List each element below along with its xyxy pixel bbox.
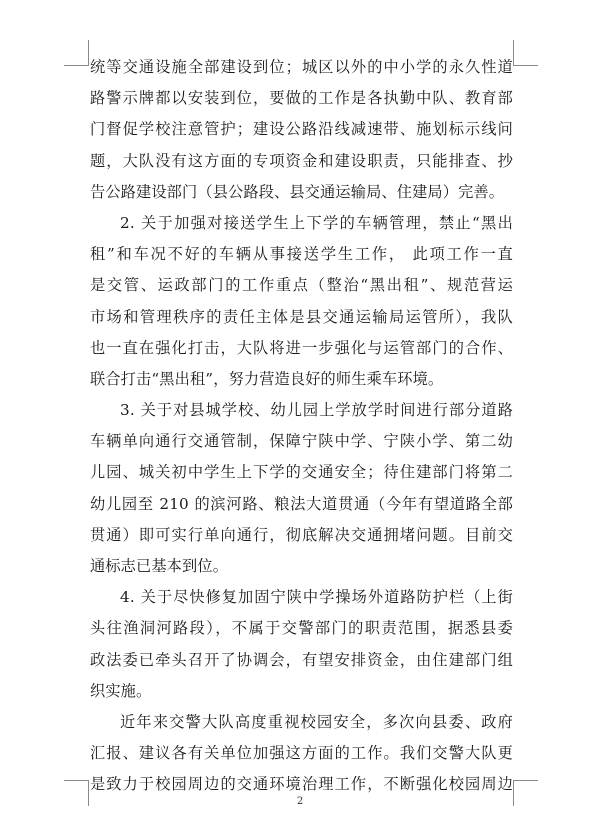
crop-mark-top-left-horizontal [64, 65, 89, 66]
crop-mark-top-left-vertical [88, 40, 89, 66]
text-line: 织实施。 [90, 681, 152, 700]
text-line: 统等交通设施全部建设到位；城区以外的中小学的永久性道 [90, 58, 513, 76]
text-line: 通标志已基本到位。 [90, 557, 229, 575]
text-line: 2. 关于加强对接送学生上下学的车辆管理，禁止“黑出 [120, 213, 513, 232]
text-line: 租”和车况不好的车辆从事接送学生工作， 此项工作一直 [90, 245, 513, 264]
text-line: 贯通）即可实行单向通行，彻底解决交通拥堵问题。目前交 [90, 525, 513, 544]
crop-mark-bottom-right-horizontal [513, 780, 538, 781]
text-line: 车辆单向通行交通管制，保障宁陕中学、宁陕小学、第二幼 [90, 432, 513, 451]
crop-mark-top-right-vertical [513, 40, 514, 66]
text-line: 路警示牌都以安装到位，要做的工作是各执勤中队、教育部 [90, 89, 513, 108]
text-line: 近年来交警大队高度重视校园安全，多次向县委、政府 [120, 712, 513, 731]
text-line: 是致力于校园周边的交通环境治理工作，不断强化校园周边 [90, 775, 513, 794]
text-line: 政法委已牵头召开了协调会，有望安排资金，由住建部门组 [90, 650, 513, 669]
text-line: 题，大队没有这方面的专项资金和建设职责，只能排查、抄 [90, 151, 513, 170]
text-line: 门督促学校注意管护；建设公路沿线减速带、施划标示线问 [90, 120, 513, 139]
text-line: 联合打击“黑出租”，努力营造良好的师生乘车环境。 [90, 369, 444, 388]
crop-mark-top-right-horizontal [513, 65, 538, 66]
text-line: 3. 关于对县城学校、幼儿园上学放学时间进行部分道路 [120, 401, 513, 420]
text-line: 幼儿园至 210 的滨河路、粮法大道贯通（今年有望道路全部 [90, 494, 513, 513]
text-line: 汇报、建议各有关单位加强这方面的工作。我们交警大队更 [90, 744, 513, 763]
body-text [90, 52, 513, 801]
crop-mark-bottom-left-horizontal [64, 780, 89, 781]
text-line: 市场和管理秩序的责任主体是县交通运输局运管所），我队 [90, 307, 513, 326]
page-number: 2 [296, 796, 304, 807]
text-line: 是交管、运政部门的工作重点（整治“黑出租”、规范营运 [90, 276, 513, 295]
text-line: 头往渔洞河路段），不属于交警部门的职责范围，据悉县委 [90, 619, 513, 638]
text-line: 4. 关于尽快修复加固宁陕中学操场外道路防护栏（上街 [120, 588, 513, 607]
text-line: 儿园、城关初中学生上下学的交通安全；待住建部门将第二 [90, 463, 513, 482]
text-line: 也一直在强化打击，大队将进一步强化与运管部门的合作、 [90, 338, 513, 357]
text-line: 告公路建设部门（县公路段、县交通运输局、住建局）完善。 [90, 182, 505, 201]
